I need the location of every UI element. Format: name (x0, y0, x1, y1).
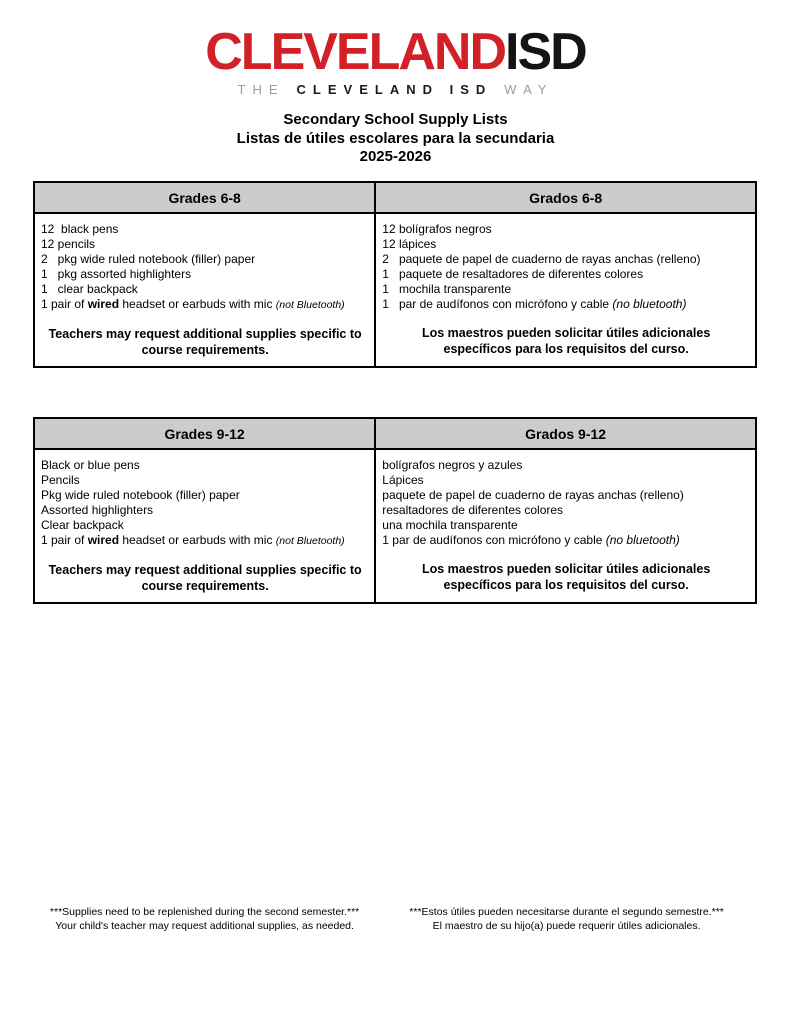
supply-item: Pkg wide ruled notebook (filler) paper (41, 488, 240, 502)
teacher-note-spanish: Los maestros pueden solicitar útiles adicionales específicos para los requisitos del curso. (421, 326, 711, 356)
footnote-english-line2: Your child's teacher may request additional supplies, as needed. (55, 920, 354, 932)
supply-item: 12 black pens (41, 222, 119, 236)
header-grados-6-8: Grados 6-8 (529, 190, 603, 206)
supply-item: Clear backpack (41, 518, 124, 532)
supply-item: 12 pencils (41, 237, 96, 251)
table-header-row (35, 183, 755, 214)
page-title-spanish: Listas de útiles escolares para la secundaria (236, 129, 555, 147)
supply-item: 12 lápices (382, 237, 437, 251)
supply-item: 2 paquete de papel de cuaderno de rayas anchas (relleno) (382, 252, 701, 266)
table-body-row (35, 214, 755, 366)
supply-item: una mochila transparente (382, 518, 518, 532)
supply-item: 12 bolígrafos negros (382, 222, 492, 236)
supply-item: resaltadores de diferentes colores (382, 503, 564, 517)
supply-item: 1 par de audífonos con micrófono y cable (no bluetooth) (382, 297, 687, 311)
cell-spanish-6-8 (376, 214, 755, 366)
footnotes-row (33, 905, 757, 933)
supply-item: 1 pair of wired headset or earbuds with mic (not Bluetooth) (41, 533, 345, 547)
logo-cleveland-text: CLEVELAND (205, 23, 506, 81)
supply-item: Pencils (41, 473, 80, 487)
logo-wordmark (0, 23, 791, 81)
footnote-spanish-line1: ***Estos útiles pueden necesitarse durante el segundo semestre.*** (409, 906, 724, 918)
logo-tagline (0, 82, 791, 97)
supply-item: 2 pkg wide ruled notebook (filler) paper (41, 252, 256, 266)
supply-item: paquete de papel de cuaderno de rayas anchas (relleno) (382, 488, 684, 502)
tagline-cleveland-isd: CLEVELAND ISD (296, 82, 493, 97)
supply-table-grades-6-8 (33, 181, 757, 368)
header-grades-9-12: Grades 9-12 (35, 419, 376, 448)
supply-item: bolígrafos negros y azules (382, 458, 523, 472)
cell-english-6-8 (35, 214, 376, 366)
header-grados-9-12: Grados 9-12 (525, 426, 607, 442)
supply-item: Lápices (382, 473, 424, 487)
table-header-row (35, 419, 755, 450)
document-title-block (0, 111, 791, 167)
tagline-way: WAY (504, 82, 554, 97)
cell-spanish-9-12 (376, 450, 755, 602)
table-body-row (35, 450, 755, 602)
teacher-note-english: Teachers may request additional supplies specific to course requirements. (48, 327, 362, 357)
logo-isd-text: ISD (505, 23, 586, 81)
cell-english-9-12 (35, 450, 376, 602)
footnote-spanish (376, 905, 757, 933)
supply-item: 1 pkg assorted highlighters (41, 267, 192, 281)
footnote-english-line1: ***Supplies need to be replenished during the second semester.*** (49, 906, 360, 918)
supply-item: 1 pair of wired headset or earbuds with mic (not Bluetooth) (41, 297, 345, 311)
supply-item: 1 clear backpack (41, 282, 138, 296)
footnote-english (33, 905, 376, 933)
header-grades-6-8: Grades 6-8 (35, 183, 376, 212)
cleveland-isd-logo (0, 23, 791, 97)
page-title-english: Secondary School Supply Lists (283, 111, 508, 128)
supply-item: Assorted highlighters (41, 503, 154, 517)
tagline-the: THE (237, 82, 285, 97)
teacher-note-english: Teachers may request additional supplies specific to course requirements. (48, 563, 362, 593)
supply-item: 1 paquete de resaltadores de diferentes colores (382, 267, 644, 281)
school-year: 2025-2026 (359, 148, 432, 165)
supply-item: 1 mochila transparente (382, 282, 512, 296)
supply-item: 1 par de audífonos con micrófono y cable (no bluetooth) (382, 533, 680, 547)
supply-table-grades-9-12 (33, 417, 757, 604)
supply-item: Black or blue pens (41, 458, 140, 472)
teacher-note-spanish: Los maestros pueden solicitar útiles adicionales específicos para los requisitos del curso. (421, 562, 711, 592)
footnote-spanish-line2: El maestro de su hijo(a) puede requerir útiles adicionales. (432, 920, 701, 932)
